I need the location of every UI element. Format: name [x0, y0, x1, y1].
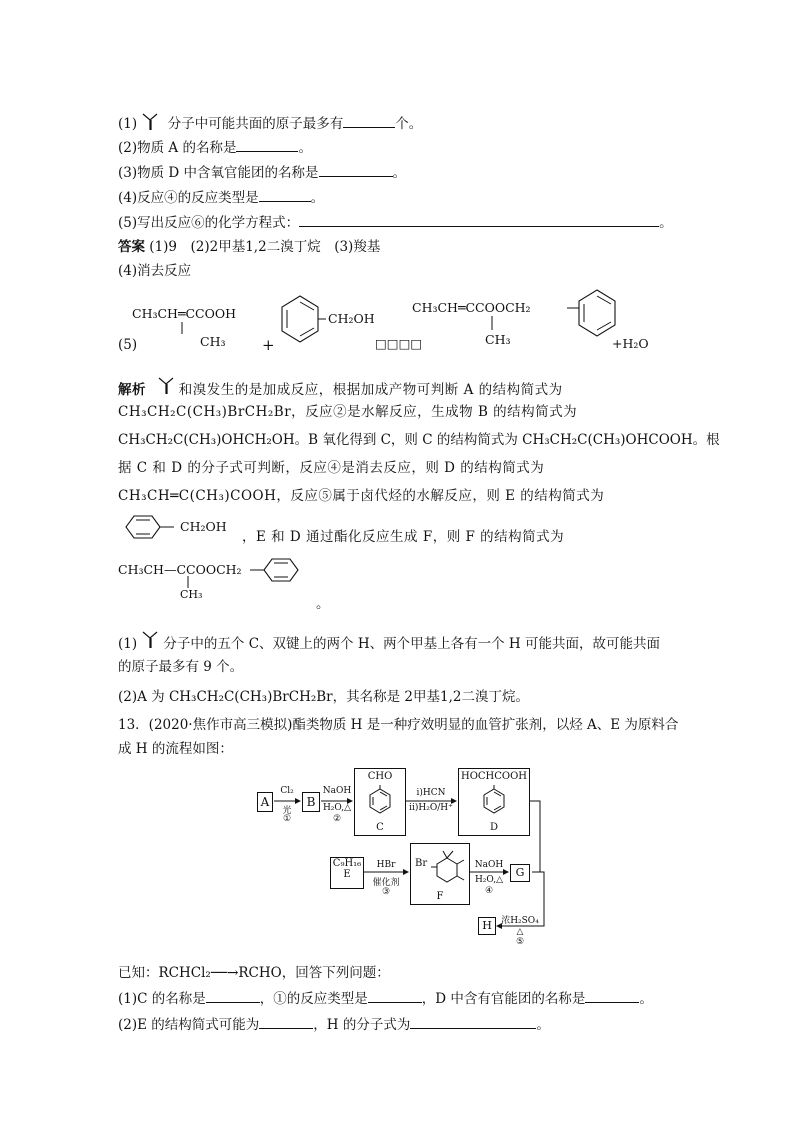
r6-condition: △	[516, 927, 524, 937]
node-c-label: C	[376, 822, 384, 833]
r3-reagent: i)HCN	[416, 788, 446, 798]
r1-number: ①	[282, 814, 292, 824]
reaction-arrow-text: □□□□	[375, 336, 423, 351]
r2-number: ②	[332, 814, 342, 824]
analysis-line-10: (2)A 为 CH₃CH₂C(CH₃)BrCH₂Br，其名称是 2甲基1,2二溴丁烷。	[118, 689, 529, 705]
node-d-label: D	[489, 822, 499, 833]
node-f-bromine: Br	[415, 858, 428, 869]
cyclohexane-ring-icon	[431, 850, 465, 890]
reactant-1-formula: CH₃CH═CCOOH	[132, 306, 236, 321]
analysis-line-9: 的原子最多有 9 个。	[118, 659, 244, 675]
product-formula: CH₃CH═CCOOCH₂	[412, 300, 531, 315]
q13-2-end: 。	[536, 1017, 550, 1033]
q13-line-2: 成 H 的流程如图：	[118, 741, 233, 757]
r4-reagent: HBr	[376, 860, 396, 870]
q4-text: (4)反应④的反应类型是	[118, 190, 259, 206]
q2-end: 。	[298, 140, 312, 156]
q13-line-1: 13．(2020·焦作市高三模拟)酯类物质 H 是一种疗效明显的血管扩张剂，以烃 A、E 为原料合	[118, 717, 679, 733]
product-methyl: CH₃	[485, 332, 511, 347]
analysis-label: 解析	[118, 382, 146, 398]
q13-1-part-a: (1)C 的名称是	[118, 991, 206, 1007]
node-e	[330, 857, 364, 889]
node-f-label: F	[436, 891, 444, 902]
node-e-formula: C₉H₁₆	[332, 858, 362, 869]
r6-number: ⑤	[515, 937, 525, 947]
reactant-2-formula: CH₂OH	[328, 311, 375, 326]
analysis-text-8: 分子中的五个 C、双键上的两个 H、两个甲基上各有一个 H 可能共面，故可能共面	[163, 636, 660, 652]
node-g: G	[510, 864, 530, 882]
answer-blank[interactable]	[585, 989, 639, 1003]
analysis-line-5: CH₃CH═C(CH₃)COOH，反应⑤属于卤代烃的水解反应，则 E 的结构简式为	[118, 488, 605, 504]
analysis-line-3: CH₃CH₂C(CH₃)OHCH₂OH。B 氧化得到 C，则 C 的结构简式为 CH₃CH₂C(CH₃)OHCOOH。根	[118, 432, 720, 448]
node-f	[410, 843, 470, 905]
r2-reagent: NaOH	[322, 786, 352, 796]
q13-question-1	[118, 989, 653, 1008]
analysis-text-1: 和溴发生的是加成反应，根据加成产物可判断 A 的结构简式为	[178, 382, 563, 398]
analysis-line-7-end: 。	[316, 596, 330, 612]
answer-label: 答案	[118, 239, 145, 255]
r1-condition: 光	[282, 806, 292, 816]
q1-prefix: (1)	[118, 116, 138, 132]
q4-end: 。	[310, 190, 325, 206]
analysis-line-6: ，E 和 D 通过酯化反应生成 F，则 F 的结构简式为	[242, 529, 565, 545]
q3-end: 。	[392, 165, 407, 181]
plus-sign: +	[262, 336, 275, 354]
node-e-label: E	[343, 869, 351, 880]
q13-question-2	[118, 1015, 550, 1034]
reactant-1-methyl: CH₃	[200, 334, 226, 349]
r4-number: ③	[381, 887, 391, 897]
q5-text: (5)写出反应⑥的化学方程式：	[118, 215, 300, 231]
benzyl-alcohol-formula: CH₂OH	[180, 519, 227, 534]
answer-blank[interactable]	[410, 1015, 536, 1029]
q13-1-part-c: ，D 中含有官能团的名称是	[421, 991, 586, 1007]
water-term: +H₂O	[612, 336, 649, 351]
r2-condition: H₂O,△	[322, 803, 352, 813]
analysis-line-2: CH₃CH₂C(CH₃)BrCH₂Br，反应②是水解反应，生成物 B 的结构简式为	[118, 404, 578, 420]
known-line: 已知：RCHCl₂──→RCHO，回答下列问题：	[118, 965, 390, 981]
answer-item-5: (5)	[118, 337, 138, 353]
q13-1-end: 。	[639, 991, 653, 1007]
r1-reagent: Cl₂	[280, 786, 294, 796]
f-structure-methyl: CH₃	[180, 588, 203, 601]
node-c-formula: CHO	[367, 771, 393, 782]
analysis-line-4: 据 C 和 D 的分子式可判断，反应④是消去反应，则 D 的结构简式为	[118, 460, 545, 476]
q1-text: 分子中可能共面的原子最多有	[167, 116, 344, 132]
node-d-formula: HOCHCOOH	[460, 771, 528, 782]
r5-reagent: NaOH	[474, 860, 504, 870]
r6-reagent: 浓H₂SO₄	[501, 916, 539, 926]
analysis-p8-prefix: (1)	[118, 636, 138, 652]
node-b: B	[302, 792, 320, 812]
r3-condition: ii)H₂O/H⁺	[409, 803, 453, 813]
r5-number: ④	[484, 886, 494, 896]
answer-blank[interactable]	[206, 989, 260, 1003]
f-structure-formula: CH₃CH—CCOOCH₂	[118, 562, 242, 577]
answer-text-1: (1)9 (2)2甲基1,2二溴丁烷 (3)羧基	[149, 239, 381, 255]
answer-blank[interactable]	[368, 989, 422, 1003]
answer-blank[interactable]	[259, 1015, 313, 1029]
r4-condition: 催化剂	[372, 878, 400, 888]
r5-condition: H₂O,△	[474, 875, 504, 885]
q5-end: 。	[659, 215, 673, 231]
node-h: H	[478, 917, 496, 935]
q1-suffix: 个。	[395, 116, 423, 132]
answer-text-2: (4)消去反应	[118, 263, 192, 279]
q13-1-part-b: ，①的反应类型是	[259, 991, 368, 1007]
q13-2-part-a: (2)E 的结构简式可能为	[118, 1017, 260, 1033]
node-a: A	[257, 792, 273, 812]
q13-2-part-b: ，H 的分子式为	[313, 1017, 411, 1033]
q2-text: (2)物质 A 的名称是	[118, 140, 237, 156]
q3-text: (3)物质 D 中含氧官能团的名称是	[118, 165, 319, 181]
